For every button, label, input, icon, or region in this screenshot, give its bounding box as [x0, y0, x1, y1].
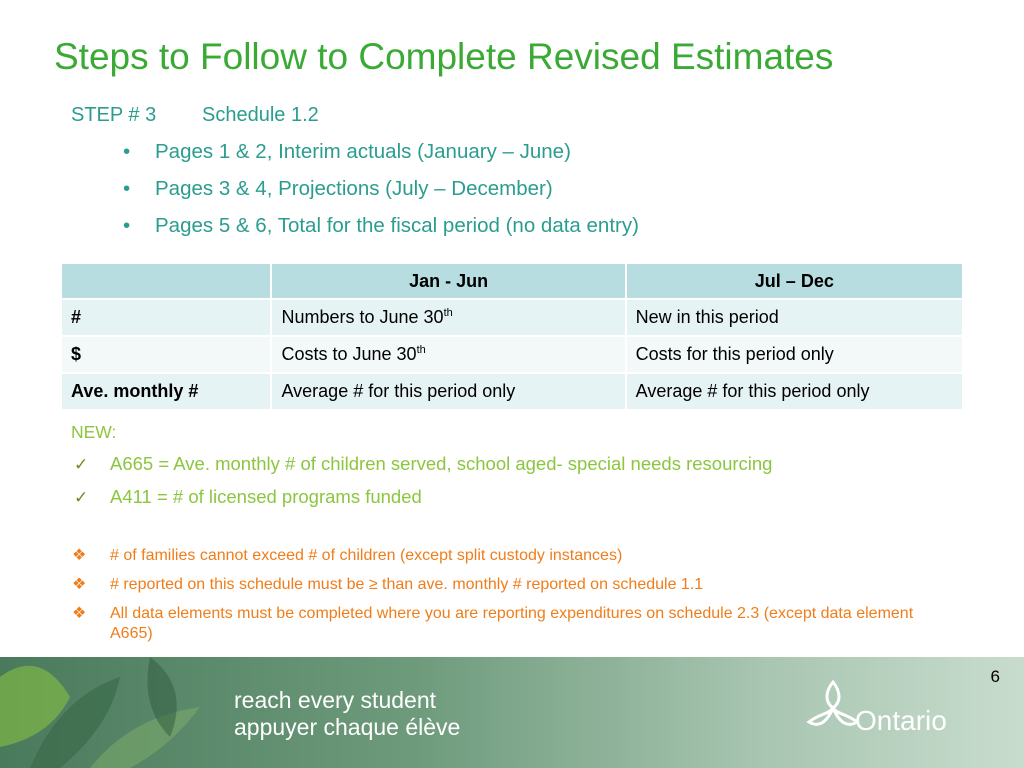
step-label: STEP # 3: [71, 104, 157, 126]
checkmark-icon: ✓: [74, 488, 89, 507]
slogan: [234, 687, 460, 741]
check-item: [74, 486, 772, 519]
page-number: 6: [990, 667, 1000, 686]
diamond-bullet-icon: ❖: [72, 547, 87, 564]
cell-text: Numbers to June 30: [281, 307, 444, 327]
table-header-jan-jun: Jan - Jun: [271, 263, 625, 299]
table-cell: [271, 336, 625, 373]
bullet-item: [123, 140, 639, 177]
slide-title: Steps to Follow to Complete Revised Estimates: [54, 36, 834, 77]
slogan-english: reach every student: [234, 687, 437, 713]
ontario-logo-text: Ontario: [855, 705, 947, 736]
diamond-bullet-icon: ❖: [72, 605, 87, 622]
bullet-dot-icon: •: [123, 177, 131, 200]
table-cell: Average # for this period only: [626, 373, 963, 410]
step-heading: [71, 104, 319, 127]
table-row: [61, 336, 963, 373]
cell-superscript: th: [443, 307, 453, 319]
table-cell: Costs for this period only: [626, 336, 963, 373]
cell-superscript: th: [416, 344, 426, 356]
bullet-dot-icon: •: [123, 140, 131, 163]
check-text: A665 = Ave. monthly # of children served, school aged- special needs resourcing: [110, 453, 773, 474]
table-row: [61, 373, 963, 410]
bullet-text: Pages 1 & 2, Interim actuals (January – June): [155, 140, 571, 163]
trillium-logo-icon: [805, 678, 861, 738]
cell-text: Costs to June 30: [281, 344, 417, 364]
estimates-table: [60, 262, 964, 411]
row-label: #: [61, 299, 271, 336]
row-label: Ave. monthly #: [61, 373, 271, 410]
row-label: $: [61, 336, 271, 373]
table-cell: [271, 299, 625, 336]
table-cell: Average # for this period only: [271, 373, 625, 410]
rule-text: All data elements must be completed where you are reporting expenditures on schedule 2.3 (except data element A665): [110, 605, 914, 642]
bullet-item: [123, 177, 639, 214]
rule-item: [72, 575, 952, 595]
new-items-list: [74, 453, 772, 519]
bullet-item: [123, 214, 639, 251]
rule-text: # of families cannot exceed # of children (except split custody instances): [110, 547, 623, 564]
rule-item: [72, 604, 952, 644]
rule-item: [72, 546, 952, 566]
table-cell: New in this period: [626, 299, 963, 336]
rule-text: # reported on this schedule must be ≥ than ave. monthly # reported on schedule 1.1: [110, 576, 704, 593]
slogan-french: appuyer chaque élève: [234, 714, 461, 740]
step-bullet-list: [123, 140, 639, 251]
step-schedule: Schedule 1.2: [202, 104, 319, 126]
check-text: A411 = # of licensed programs funded: [110, 486, 422, 507]
new-label: NEW:: [71, 422, 117, 442]
bullet-text: Pages 3 & 4, Projections (July – December): [155, 177, 553, 200]
checkmark-icon: ✓: [74, 455, 89, 474]
bullet-dot-icon: •: [123, 214, 131, 237]
check-item: [74, 453, 772, 486]
table-header-blank: [61, 263, 271, 299]
table-row: [61, 299, 963, 336]
rules-list: [72, 546, 952, 653]
table-header-jul-dec: Jul – Dec: [626, 263, 963, 299]
table-header-row: [61, 263, 963, 299]
bullet-text: Pages 5 & 6, Total for the fiscal period (no data entry): [155, 214, 639, 237]
diamond-bullet-icon: ❖: [72, 576, 87, 593]
